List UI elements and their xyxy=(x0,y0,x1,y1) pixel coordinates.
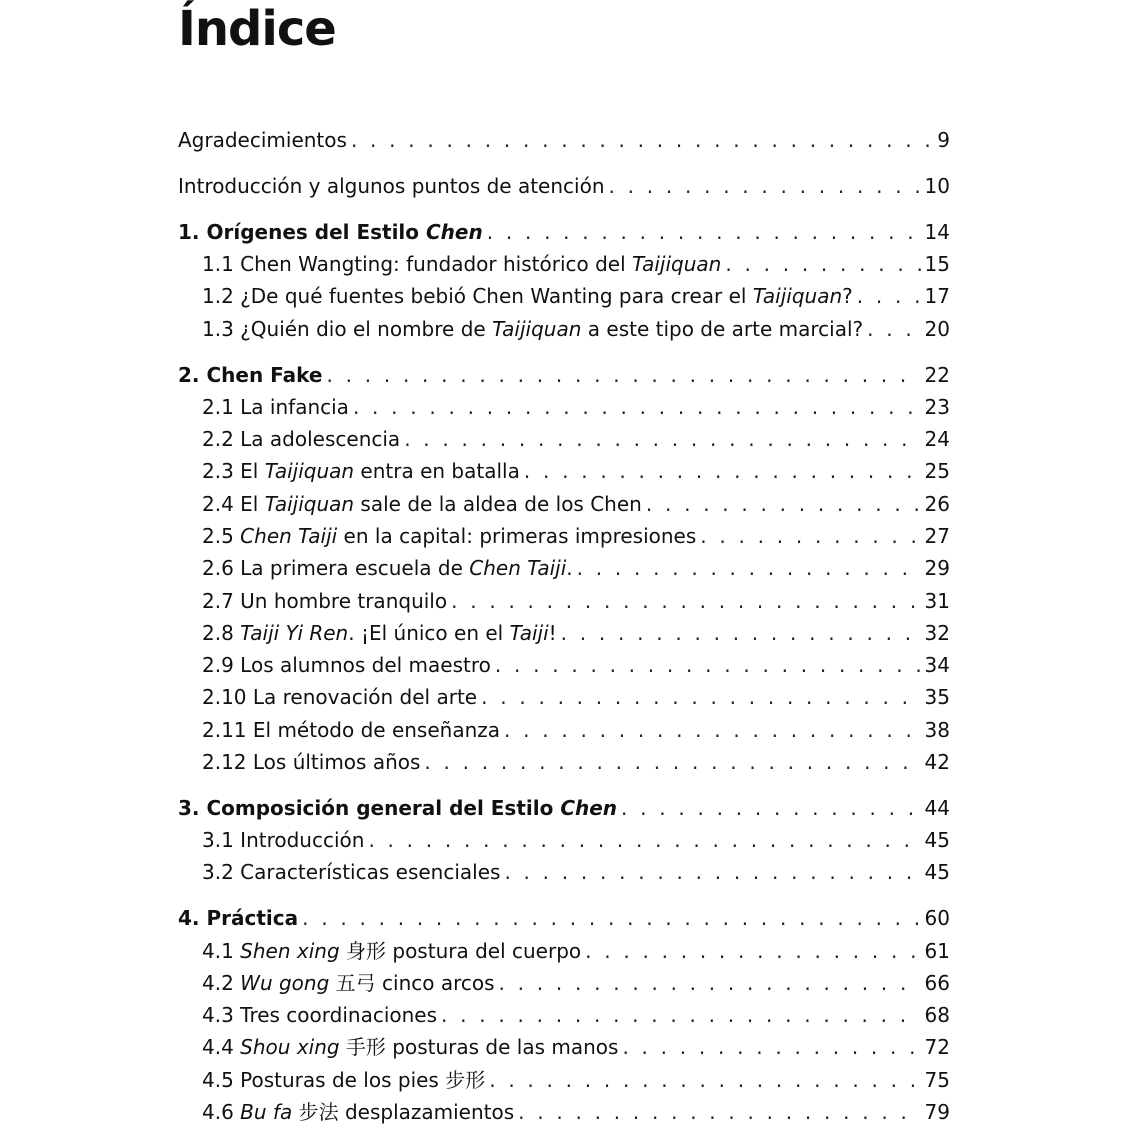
toc-chapter[interactable] xyxy=(178,359,950,391)
italic-title-part: Taijiquan xyxy=(264,492,355,516)
toc-chapter[interactable] xyxy=(178,170,950,202)
title-part: 1.3 ¿Quién dio el nombre de xyxy=(202,317,493,341)
toc-entry-title xyxy=(202,1096,514,1128)
toc-entry-title xyxy=(202,313,863,345)
italic-title-part: Taijiquan xyxy=(752,284,843,308)
toc-entry-title xyxy=(178,359,322,391)
title-part: 2.3 El xyxy=(202,459,265,483)
page-title: Índice xyxy=(178,1,336,57)
dot-leader xyxy=(524,455,921,487)
toc-page-number: 38 xyxy=(924,718,950,742)
title-part: 4.4 xyxy=(202,1035,241,1059)
italic-title-part: Taiji Yi Ren xyxy=(240,621,349,645)
dot-leader xyxy=(451,585,920,617)
toc-entry-title xyxy=(202,1064,485,1096)
title-part: 2.7 Un hombre tranquilo xyxy=(202,589,448,613)
toc-entry-title xyxy=(202,999,437,1031)
toc-entry-title xyxy=(202,714,500,746)
toc-chapter[interactable] xyxy=(178,792,950,824)
toc-entry-title xyxy=(202,649,491,681)
title-part: Agradecimientos xyxy=(178,128,347,152)
toc-subentry[interactable] xyxy=(202,935,950,967)
title-part: 步法 desplazamientos xyxy=(292,1100,515,1124)
title-part: 4.2 xyxy=(202,971,241,995)
title-part: 2.11 El método de enseñanza xyxy=(202,718,501,742)
italic-title-part: Taijiquan xyxy=(492,317,582,341)
toc-entry-title xyxy=(202,746,420,778)
dot-leader xyxy=(518,1096,920,1128)
toc-page-number: 42 xyxy=(924,750,950,774)
italic-title-part: Wu gong xyxy=(240,971,330,995)
toc-page-number: 44 xyxy=(924,796,950,820)
dot-leader xyxy=(351,124,933,156)
toc-subentry[interactable] xyxy=(202,967,950,999)
toc-entry-title xyxy=(202,455,520,487)
title-part: . ¡El único en el xyxy=(348,621,510,645)
dot-leader xyxy=(700,520,920,552)
dot-leader xyxy=(867,313,920,345)
dot-leader xyxy=(725,248,920,280)
toc-subentry[interactable] xyxy=(202,455,950,487)
toc-page-number: 68 xyxy=(924,1003,950,1027)
dot-leader xyxy=(495,649,921,681)
toc-page-number: 9 xyxy=(937,128,950,152)
title-part: 2.6 La primera escuela de xyxy=(202,556,470,580)
toc-page-number: 27 xyxy=(924,524,950,548)
title-part: 1. Orígenes del Estilo xyxy=(178,220,426,244)
toc-subentry[interactable] xyxy=(202,552,950,584)
dot-leader xyxy=(646,488,921,520)
toc-subentry[interactable] xyxy=(202,649,950,681)
title-part: ! xyxy=(548,621,557,645)
toc-page-number: 14 xyxy=(924,220,950,244)
dot-leader xyxy=(504,856,920,888)
title-part: 1.2 ¿De qué fuentes bebió Chen Wanting para crear el xyxy=(202,284,753,308)
italic-title-part: Chen xyxy=(560,796,618,820)
toc-subentry[interactable] xyxy=(202,280,950,312)
toc-entry-title xyxy=(202,520,696,552)
toc-page-number: 72 xyxy=(924,1035,950,1059)
dot-leader xyxy=(404,423,920,455)
toc-page-number: 45 xyxy=(924,860,950,884)
toc-entry-title xyxy=(178,170,605,202)
title-part: . xyxy=(566,556,573,580)
dot-leader xyxy=(504,714,921,746)
toc-entry-title xyxy=(202,391,349,423)
dot-leader xyxy=(499,967,921,999)
title-part: 3.1 Introducción xyxy=(202,828,365,852)
italic-title-part: Taijiquan xyxy=(264,459,355,483)
toc-subentry[interactable] xyxy=(202,391,950,423)
dot-leader xyxy=(857,280,921,312)
title-part: 2.1 La infancia xyxy=(202,395,349,419)
italic-title-part: Chen Taiji xyxy=(469,556,567,580)
toc-entry-title xyxy=(202,1031,618,1063)
toc-page-number: 79 xyxy=(924,1100,950,1124)
dot-leader xyxy=(481,681,920,713)
toc-entry-title xyxy=(178,902,298,934)
toc-page-number: 45 xyxy=(924,828,950,852)
toc-entry-title xyxy=(202,967,495,999)
toc-page-number: 60 xyxy=(924,906,950,930)
italic-title-part: Shou xing xyxy=(240,1035,340,1059)
title-part: 4. Práctica xyxy=(178,906,299,930)
toc-page-number: 25 xyxy=(924,459,950,483)
toc-entry-title xyxy=(178,216,483,248)
toc-entry-title xyxy=(178,792,617,824)
title-part: 3.2 Características esenciales xyxy=(202,860,501,884)
title-part: 4.5 Posturas de los pies 步形 xyxy=(202,1068,486,1092)
toc-subentry[interactable] xyxy=(202,1031,950,1063)
toc-subentry[interactable] xyxy=(202,1064,950,1096)
italic-title-part: Taiji xyxy=(509,621,549,645)
toc-page-number: 35 xyxy=(924,685,950,709)
title-part: 2.8 xyxy=(202,621,241,645)
toc-entry-title xyxy=(178,124,347,156)
toc-subentry[interactable] xyxy=(202,313,950,345)
toc-entry-title xyxy=(202,824,364,856)
toc-subentry[interactable] xyxy=(202,617,950,649)
toc-entry-title xyxy=(202,552,573,584)
title-part: a este tipo de arte marcial? xyxy=(581,317,864,341)
dot-leader xyxy=(585,935,920,967)
toc-subentry[interactable] xyxy=(202,714,950,746)
italic-title-part: Chen xyxy=(426,220,483,244)
toc-entry-title xyxy=(202,681,477,713)
toc-chapter[interactable] xyxy=(178,902,950,934)
toc-subentry[interactable] xyxy=(202,423,950,455)
title-part: 2. Chen Fake xyxy=(178,363,323,387)
toc-page-number: 17 xyxy=(924,284,950,308)
toc-page-number: 24 xyxy=(924,427,950,451)
toc-subentry[interactable] xyxy=(202,746,950,778)
title-part: ? xyxy=(842,284,853,308)
toc-chapter[interactable] xyxy=(178,124,950,156)
dot-leader xyxy=(561,617,921,649)
italic-title-part: Shen xing xyxy=(240,939,340,963)
title-part: Introducción y algunos puntos de atención xyxy=(178,174,605,198)
italic-title-part: Chen Taiji xyxy=(240,524,338,548)
toc-entry-title xyxy=(202,617,557,649)
title-part: 2.12 Los últimos años xyxy=(202,750,421,774)
title-part: 手形 posturas de las manos xyxy=(339,1035,619,1059)
dot-leader xyxy=(622,1031,920,1063)
toc-page-number: 29 xyxy=(924,556,950,580)
toc-page-number: 32 xyxy=(924,621,950,645)
toc-subentry[interactable] xyxy=(202,585,950,617)
toc-entry-title xyxy=(202,248,721,280)
italic-title-part: Taijiquan xyxy=(632,252,722,276)
dot-leader xyxy=(441,999,921,1031)
title-part: 2.9 Los alumnos del maestro xyxy=(202,653,491,677)
toc-subentry[interactable] xyxy=(202,248,950,280)
toc-subentry[interactable] xyxy=(202,856,950,888)
dot-leader xyxy=(621,792,921,824)
title-part: entra en batalla xyxy=(354,459,520,483)
title-part: 4.3 Tres coordinaciones xyxy=(202,1003,438,1027)
toc-entry-title xyxy=(202,856,500,888)
toc-chapter[interactable] xyxy=(178,216,950,248)
title-part: 2.10 La renovación del arte xyxy=(202,685,478,709)
toc-subentry[interactable] xyxy=(202,824,950,856)
dot-leader xyxy=(302,902,920,934)
toc-subentry[interactable] xyxy=(202,488,950,520)
toc-entry-title xyxy=(202,423,400,455)
title-part: sale de la aldea de los Chen xyxy=(354,492,642,516)
toc-entry-title xyxy=(202,935,581,967)
dot-leader xyxy=(368,824,920,856)
toc-entry-title xyxy=(202,585,447,617)
toc-subentry[interactable] xyxy=(202,520,950,552)
title-part: 2.2 La adolescencia xyxy=(202,427,401,451)
toc-page-number: 26 xyxy=(924,492,950,516)
title-part: en la capital: primeras impresiones xyxy=(337,524,697,548)
dot-leader xyxy=(353,391,921,423)
title-part: 3. Composición general del Estilo xyxy=(178,796,561,820)
toc-page-number: 31 xyxy=(924,589,950,613)
toc-entry-title xyxy=(202,488,642,520)
dot-leader xyxy=(577,552,921,584)
toc-page-number: 10 xyxy=(924,174,950,198)
toc-subentry[interactable] xyxy=(202,681,950,713)
title-part: 身形 postura del cuerpo xyxy=(339,939,582,963)
toc-page-number: 75 xyxy=(924,1068,950,1092)
title-part: 五弓 cinco arcos xyxy=(329,971,495,995)
toc-page-number: 22 xyxy=(924,363,950,387)
title-part: 2.5 xyxy=(202,524,241,548)
toc-page-number: 20 xyxy=(924,317,950,341)
toc-page-number: 66 xyxy=(924,971,950,995)
italic-title-part: Bu fa xyxy=(240,1100,293,1124)
title-part: 1.1 Chen Wangting: fundador histórico del xyxy=(202,252,632,276)
toc-subentry[interactable] xyxy=(202,999,950,1031)
dot-leader xyxy=(326,359,920,391)
toc-page-number: 23 xyxy=(924,395,950,419)
dot-leader xyxy=(487,216,921,248)
toc-subentry[interactable] xyxy=(202,1096,950,1128)
dot-leader xyxy=(609,170,921,202)
title-part: 2.4 El xyxy=(202,492,265,516)
toc-page-number: 61 xyxy=(924,939,950,963)
toc-entry-title xyxy=(202,280,853,312)
dot-leader xyxy=(424,746,920,778)
toc-page-number: 15 xyxy=(924,252,950,276)
toc-page-number: 34 xyxy=(924,653,950,677)
dot-leader xyxy=(489,1064,920,1096)
title-part: 4.6 xyxy=(202,1100,241,1124)
title-part: 4.1 xyxy=(202,939,241,963)
